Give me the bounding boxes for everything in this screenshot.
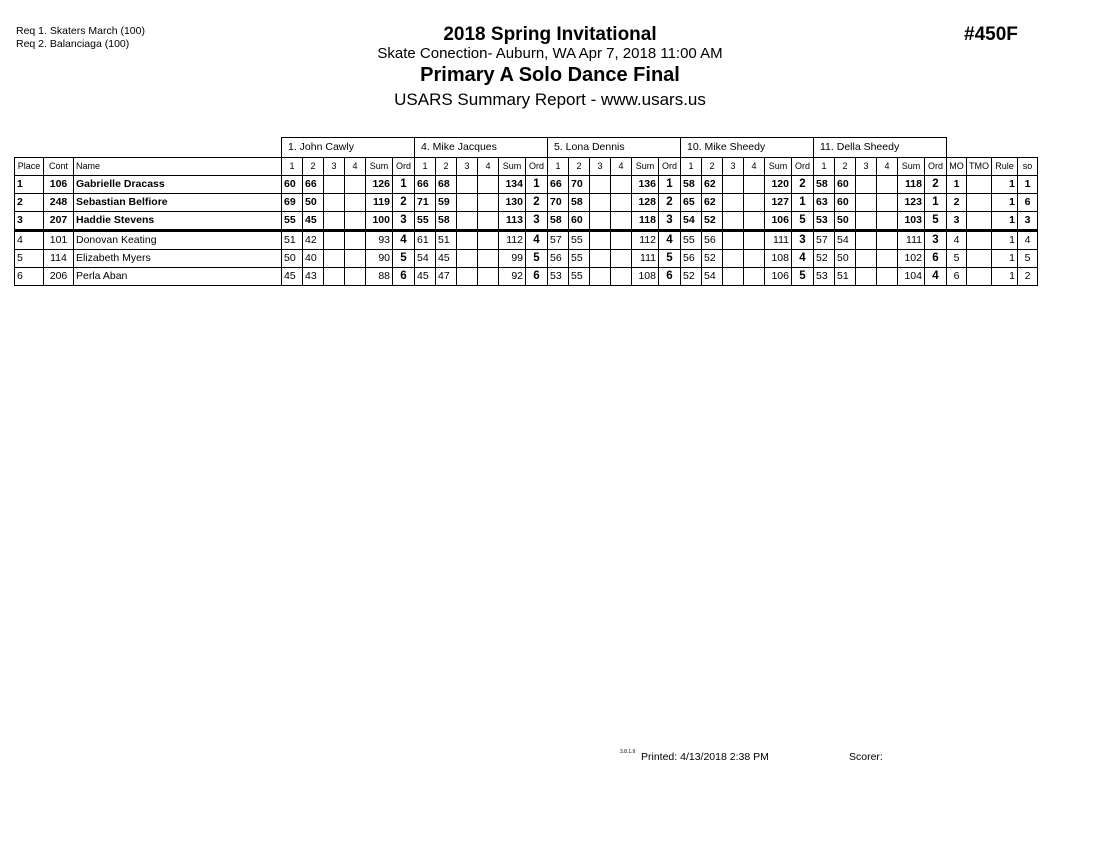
- column-header-row: [15, 158, 1038, 176]
- skater-name-cell: Perla Aban: [74, 268, 282, 286]
- score-cell: 55: [569, 250, 590, 268]
- score-cell: 50: [835, 212, 856, 231]
- column-header: 4: [744, 158, 765, 176]
- score-cell: 47: [436, 268, 457, 286]
- score-cell: [478, 212, 499, 231]
- score-cell: 60: [569, 212, 590, 231]
- mo-cell: 5: [947, 250, 967, 268]
- column-header: 4: [478, 158, 499, 176]
- score-cell: [590, 231, 611, 250]
- sum-cell: 108: [632, 268, 659, 286]
- contestant-number-cell: 106: [44, 176, 74, 194]
- place-cell: 3: [15, 212, 44, 231]
- sum-cell: 126: [366, 176, 393, 194]
- score-cell: [856, 231, 877, 250]
- sum-cell: 92: [499, 268, 526, 286]
- mo-cell: 3: [947, 212, 967, 231]
- ordinal-cell: 4: [393, 231, 415, 250]
- score-cell: [611, 212, 632, 231]
- sum-cell: 111: [632, 250, 659, 268]
- score-cell: [478, 176, 499, 194]
- score-cell: [478, 250, 499, 268]
- ordinal-cell: 2: [659, 194, 681, 212]
- score-cell: 58: [436, 212, 457, 231]
- place-cell: 5: [15, 250, 44, 268]
- column-header: Sum: [499, 158, 526, 176]
- rule-cell: 1: [992, 268, 1018, 286]
- column-header: Rule: [992, 158, 1018, 176]
- score-cell: 45: [282, 268, 303, 286]
- score-cell: [611, 268, 632, 286]
- column-header: Cont: [44, 158, 74, 176]
- skater-name-cell: Gabrielle Dracass: [74, 176, 282, 194]
- table-row: [15, 212, 1038, 231]
- column-header: 4: [611, 158, 632, 176]
- sum-cell: 128: [632, 194, 659, 212]
- column-header: 1: [681, 158, 702, 176]
- judge-name: 4. Mike Jacques: [415, 138, 548, 158]
- score-cell: 45: [436, 250, 457, 268]
- ordinal-cell: 2: [393, 194, 415, 212]
- mo-cell: 4: [947, 231, 967, 250]
- score-cell: [345, 268, 366, 286]
- score-cell: [611, 231, 632, 250]
- score-cell: [611, 176, 632, 194]
- event-title: Primary A Solo Dance Final: [420, 64, 680, 86]
- venue-date: Skate Conection- Auburn, WA Apr 7, 2018 11:00 AM: [377, 45, 723, 62]
- score-cell: 54: [415, 250, 436, 268]
- score-cell: [345, 231, 366, 250]
- column-header: MO: [947, 158, 967, 176]
- sum-cell: 104: [898, 268, 925, 286]
- ordinal-cell: 3: [792, 231, 814, 250]
- ordinal-cell: 3: [526, 212, 548, 231]
- column-header: Sum: [366, 158, 393, 176]
- ordinal-cell: 1: [526, 176, 548, 194]
- ordinal-cell: 5: [526, 250, 548, 268]
- sum-cell: 100: [366, 212, 393, 231]
- rule-cell: 1: [992, 176, 1018, 194]
- score-cell: [457, 194, 478, 212]
- score-cell: 54: [835, 231, 856, 250]
- score-cell: 65: [681, 194, 702, 212]
- ordinal-cell: 4: [659, 231, 681, 250]
- score-cell: 60: [282, 176, 303, 194]
- score-cell: 61: [415, 231, 436, 250]
- score-cell: [877, 176, 898, 194]
- score-cell: 54: [702, 268, 723, 286]
- column-header: 2: [835, 158, 856, 176]
- score-cell: 53: [814, 212, 835, 231]
- score-cell: [324, 231, 345, 250]
- score-cell: 51: [436, 231, 457, 250]
- score-cell: 52: [681, 268, 702, 286]
- score-cell: [345, 250, 366, 268]
- score-cell: 70: [569, 176, 590, 194]
- ordinal-cell: 3: [393, 212, 415, 231]
- column-header: 1: [548, 158, 569, 176]
- contestant-number-cell: 207: [44, 212, 74, 231]
- ordinal-cell: 5: [792, 268, 814, 286]
- score-cell: 55: [569, 231, 590, 250]
- place-cell: 2: [15, 194, 44, 212]
- score-cell: [457, 231, 478, 250]
- score-cell: [457, 212, 478, 231]
- score-cell: [590, 250, 611, 268]
- score-cell: [478, 194, 499, 212]
- score-cell: 62: [702, 194, 723, 212]
- score-cell: [457, 268, 478, 286]
- sum-cell: 134: [499, 176, 526, 194]
- rule-cell: 1: [992, 231, 1018, 250]
- column-header: Ord: [659, 158, 681, 176]
- tmo-cell: [967, 250, 992, 268]
- score-cell: [744, 176, 765, 194]
- score-cell: [590, 176, 611, 194]
- ordinal-cell: 1: [659, 176, 681, 194]
- column-header: 2: [303, 158, 324, 176]
- column-header: Sum: [632, 158, 659, 176]
- score-cell: [457, 176, 478, 194]
- score-cell: 51: [835, 268, 856, 286]
- requirement-1: Req 1. Skaters March (100): [16, 25, 145, 37]
- so-cell: 2: [1018, 268, 1038, 286]
- sum-cell: 136: [632, 176, 659, 194]
- sum-cell: 112: [632, 231, 659, 250]
- score-cell: 54: [681, 212, 702, 231]
- ordinal-cell: 5: [393, 250, 415, 268]
- score-cell: 55: [569, 268, 590, 286]
- ordinal-cell: 1: [925, 194, 947, 212]
- score-cell: 58: [814, 176, 835, 194]
- mo-cell: 6: [947, 268, 967, 286]
- skater-name-cell: Donovan Keating: [74, 231, 282, 250]
- ordinal-cell: 6: [526, 268, 548, 286]
- score-cell: [877, 212, 898, 231]
- score-cell: [324, 268, 345, 286]
- skater-name-cell: Sebastian Belfiore: [74, 194, 282, 212]
- sum-cell: 93: [366, 231, 393, 250]
- score-cell: [877, 231, 898, 250]
- sum-cell: 103: [898, 212, 925, 231]
- score-cell: 66: [548, 176, 569, 194]
- column-header: Sum: [765, 158, 792, 176]
- ordinal-cell: 4: [792, 250, 814, 268]
- ordinal-cell: 1: [393, 176, 415, 194]
- so-cell: 5: [1018, 250, 1038, 268]
- sum-cell: 119: [366, 194, 393, 212]
- score-cell: [877, 250, 898, 268]
- score-cell: [744, 212, 765, 231]
- column-header: 2: [702, 158, 723, 176]
- score-cell: 52: [814, 250, 835, 268]
- ordinal-cell: 1: [792, 194, 814, 212]
- score-cell: 62: [702, 176, 723, 194]
- sum-cell: 90: [366, 250, 393, 268]
- sum-cell: 102: [898, 250, 925, 268]
- column-header: Ord: [925, 158, 947, 176]
- ordinal-cell: 6: [925, 250, 947, 268]
- score-cell: [723, 212, 744, 231]
- ordinal-cell: 2: [792, 176, 814, 194]
- score-cell: 51: [282, 231, 303, 250]
- column-header: 3: [590, 158, 611, 176]
- score-cell: 55: [415, 212, 436, 231]
- judge-name: 5. Lona Dennis: [548, 138, 681, 158]
- tmo-cell: [967, 231, 992, 250]
- score-cell: 69: [282, 194, 303, 212]
- score-cell: [590, 194, 611, 212]
- score-cell: [744, 250, 765, 268]
- ordinal-cell: 3: [925, 231, 947, 250]
- table-row: [15, 250, 1038, 268]
- score-cell: 71: [415, 194, 436, 212]
- score-cell: 57: [814, 231, 835, 250]
- requirement-2: Req 2. Balanciaga (100): [16, 38, 130, 50]
- sum-cell: 99: [499, 250, 526, 268]
- score-cell: [856, 212, 877, 231]
- table-row: [15, 231, 1038, 250]
- score-cell: 59: [436, 194, 457, 212]
- score-cell: 53: [814, 268, 835, 286]
- score-cell: 45: [415, 268, 436, 286]
- sum-cell: 106: [765, 212, 792, 231]
- score-cell: [744, 194, 765, 212]
- judge-name: 1. John Cawly: [282, 138, 415, 158]
- judge-name: 11. Della Sheedy: [814, 138, 947, 158]
- score-cell: 60: [835, 194, 856, 212]
- score-cell: 52: [702, 250, 723, 268]
- tmo-cell: [967, 212, 992, 231]
- column-header: Ord: [526, 158, 548, 176]
- column-header: 3: [723, 158, 744, 176]
- event-number: #450F: [964, 24, 1018, 45]
- sum-cell: 130: [499, 194, 526, 212]
- contestant-number-cell: 206: [44, 268, 74, 286]
- place-cell: 4: [15, 231, 44, 250]
- score-cell: 70: [548, 194, 569, 212]
- rule-cell: 1: [992, 250, 1018, 268]
- printed-timestamp: Printed: 4/13/2018 2:38 PM: [641, 751, 769, 763]
- score-cell: [744, 231, 765, 250]
- score-cell: [744, 268, 765, 286]
- place-cell: 1: [15, 176, 44, 194]
- sum-cell: 123: [898, 194, 925, 212]
- tmo-cell: [967, 194, 992, 212]
- score-cell: [324, 176, 345, 194]
- so-cell: 3: [1018, 212, 1038, 231]
- column-header: Ord: [393, 158, 415, 176]
- score-cell: [590, 212, 611, 231]
- score-cell: [457, 250, 478, 268]
- column-header: 3: [856, 158, 877, 176]
- score-cell: [324, 250, 345, 268]
- score-cell: [345, 176, 366, 194]
- ordinal-cell: 6: [393, 268, 415, 286]
- column-header: Name: [74, 158, 282, 176]
- score-cell: 53: [548, 268, 569, 286]
- score-cell: [723, 250, 744, 268]
- sum-cell: 120: [765, 176, 792, 194]
- sum-cell: 118: [632, 212, 659, 231]
- tmo-cell: [967, 176, 992, 194]
- score-cell: 55: [282, 212, 303, 231]
- ordinal-cell: 4: [925, 268, 947, 286]
- score-cell: 50: [282, 250, 303, 268]
- score-cell: [345, 212, 366, 231]
- score-cell: 68: [436, 176, 457, 194]
- score-cell: 57: [548, 231, 569, 250]
- column-header: 3: [457, 158, 478, 176]
- score-cell: [723, 231, 744, 250]
- version-label: 3.8.1.9: [620, 749, 636, 755]
- column-header: TMO: [967, 158, 992, 176]
- column-header: 2: [569, 158, 590, 176]
- score-cell: [590, 268, 611, 286]
- tmo-cell: [967, 268, 992, 286]
- score-cell: [856, 176, 877, 194]
- score-cell: [856, 250, 877, 268]
- skater-name-cell: Elizabeth Myers: [74, 250, 282, 268]
- ordinal-cell: 2: [526, 194, 548, 212]
- rule-cell: 1: [992, 194, 1018, 212]
- score-cell: [324, 212, 345, 231]
- column-header: 4: [345, 158, 366, 176]
- column-header: 1: [814, 158, 835, 176]
- place-cell: 6: [15, 268, 44, 286]
- score-cell: [723, 268, 744, 286]
- mo-cell: 1: [947, 176, 967, 194]
- score-cell: [611, 250, 632, 268]
- contestant-number-cell: 101: [44, 231, 74, 250]
- ordinal-cell: 6: [659, 268, 681, 286]
- score-cell: [324, 194, 345, 212]
- ordinal-cell: 5: [659, 250, 681, 268]
- score-cell: 50: [835, 250, 856, 268]
- score-cell: 56: [681, 250, 702, 268]
- score-cell: 66: [303, 176, 324, 194]
- score-cell: 56: [548, 250, 569, 268]
- sum-cell: 88: [366, 268, 393, 286]
- score-cell: [345, 194, 366, 212]
- contestant-number-cell: 248: [44, 194, 74, 212]
- score-cell: 40: [303, 250, 324, 268]
- score-cell: 66: [415, 176, 436, 194]
- sum-cell: 111: [765, 231, 792, 250]
- sum-cell: 118: [898, 176, 925, 194]
- ordinal-cell: 2: [925, 176, 947, 194]
- score-cell: 45: [303, 212, 324, 231]
- score-cell: 50: [303, 194, 324, 212]
- table-row: [15, 194, 1038, 212]
- ordinal-cell: 3: [659, 212, 681, 231]
- so-cell: 6: [1018, 194, 1038, 212]
- score-cell: [723, 194, 744, 212]
- score-cell: [877, 194, 898, 212]
- score-cell: 56: [702, 231, 723, 250]
- sum-cell: 111: [898, 231, 925, 250]
- score-cell: 58: [569, 194, 590, 212]
- column-header: 1: [282, 158, 303, 176]
- score-cell: [877, 268, 898, 286]
- ordinal-cell: 5: [925, 212, 947, 231]
- competition-title: 2018 Spring Invitational: [443, 24, 657, 45]
- so-cell: 1: [1018, 176, 1038, 194]
- column-header: Sum: [898, 158, 925, 176]
- column-header: so: [1018, 158, 1038, 176]
- column-header: 3: [324, 158, 345, 176]
- sum-cell: 113: [499, 212, 526, 231]
- judge-header-row: [15, 138, 1038, 158]
- sum-cell: 106: [765, 268, 792, 286]
- score-cell: 43: [303, 268, 324, 286]
- table-row: [15, 176, 1038, 194]
- column-header: 2: [436, 158, 457, 176]
- score-cell: [856, 194, 877, 212]
- scorer-label: Scorer:: [849, 751, 883, 763]
- column-header: Place: [15, 158, 44, 176]
- sum-cell: 108: [765, 250, 792, 268]
- report-title: USARS Summary Report - www.usars.us: [394, 90, 706, 109]
- score-cell: 52: [702, 212, 723, 231]
- score-cell: [856, 268, 877, 286]
- score-cell: 63: [814, 194, 835, 212]
- so-cell: 4: [1018, 231, 1038, 250]
- column-header: 4: [877, 158, 898, 176]
- column-header: Ord: [792, 158, 814, 176]
- blank-cell: [15, 138, 282, 158]
- score-cell: 55: [681, 231, 702, 250]
- score-cell: [611, 194, 632, 212]
- table-row: [15, 268, 1038, 286]
- sum-cell: 127: [765, 194, 792, 212]
- mo-cell: 2: [947, 194, 967, 212]
- blank-cell: [947, 138, 1038, 158]
- score-cell: 58: [548, 212, 569, 231]
- judge-name: 10. Mike Sheedy: [681, 138, 814, 158]
- ordinal-cell: 5: [792, 212, 814, 231]
- column-header: 1: [415, 158, 436, 176]
- sum-cell: 112: [499, 231, 526, 250]
- ordinal-cell: 4: [526, 231, 548, 250]
- skater-name-cell: Haddie Stevens: [74, 212, 282, 231]
- score-cell: [723, 176, 744, 194]
- score-cell: [478, 231, 499, 250]
- contestant-number-cell: 114: [44, 250, 74, 268]
- results-table: [14, 137, 1038, 286]
- score-cell: 58: [681, 176, 702, 194]
- score-cell: 60: [835, 176, 856, 194]
- score-cell: [478, 268, 499, 286]
- rule-cell: 1: [992, 212, 1018, 231]
- score-cell: 42: [303, 231, 324, 250]
